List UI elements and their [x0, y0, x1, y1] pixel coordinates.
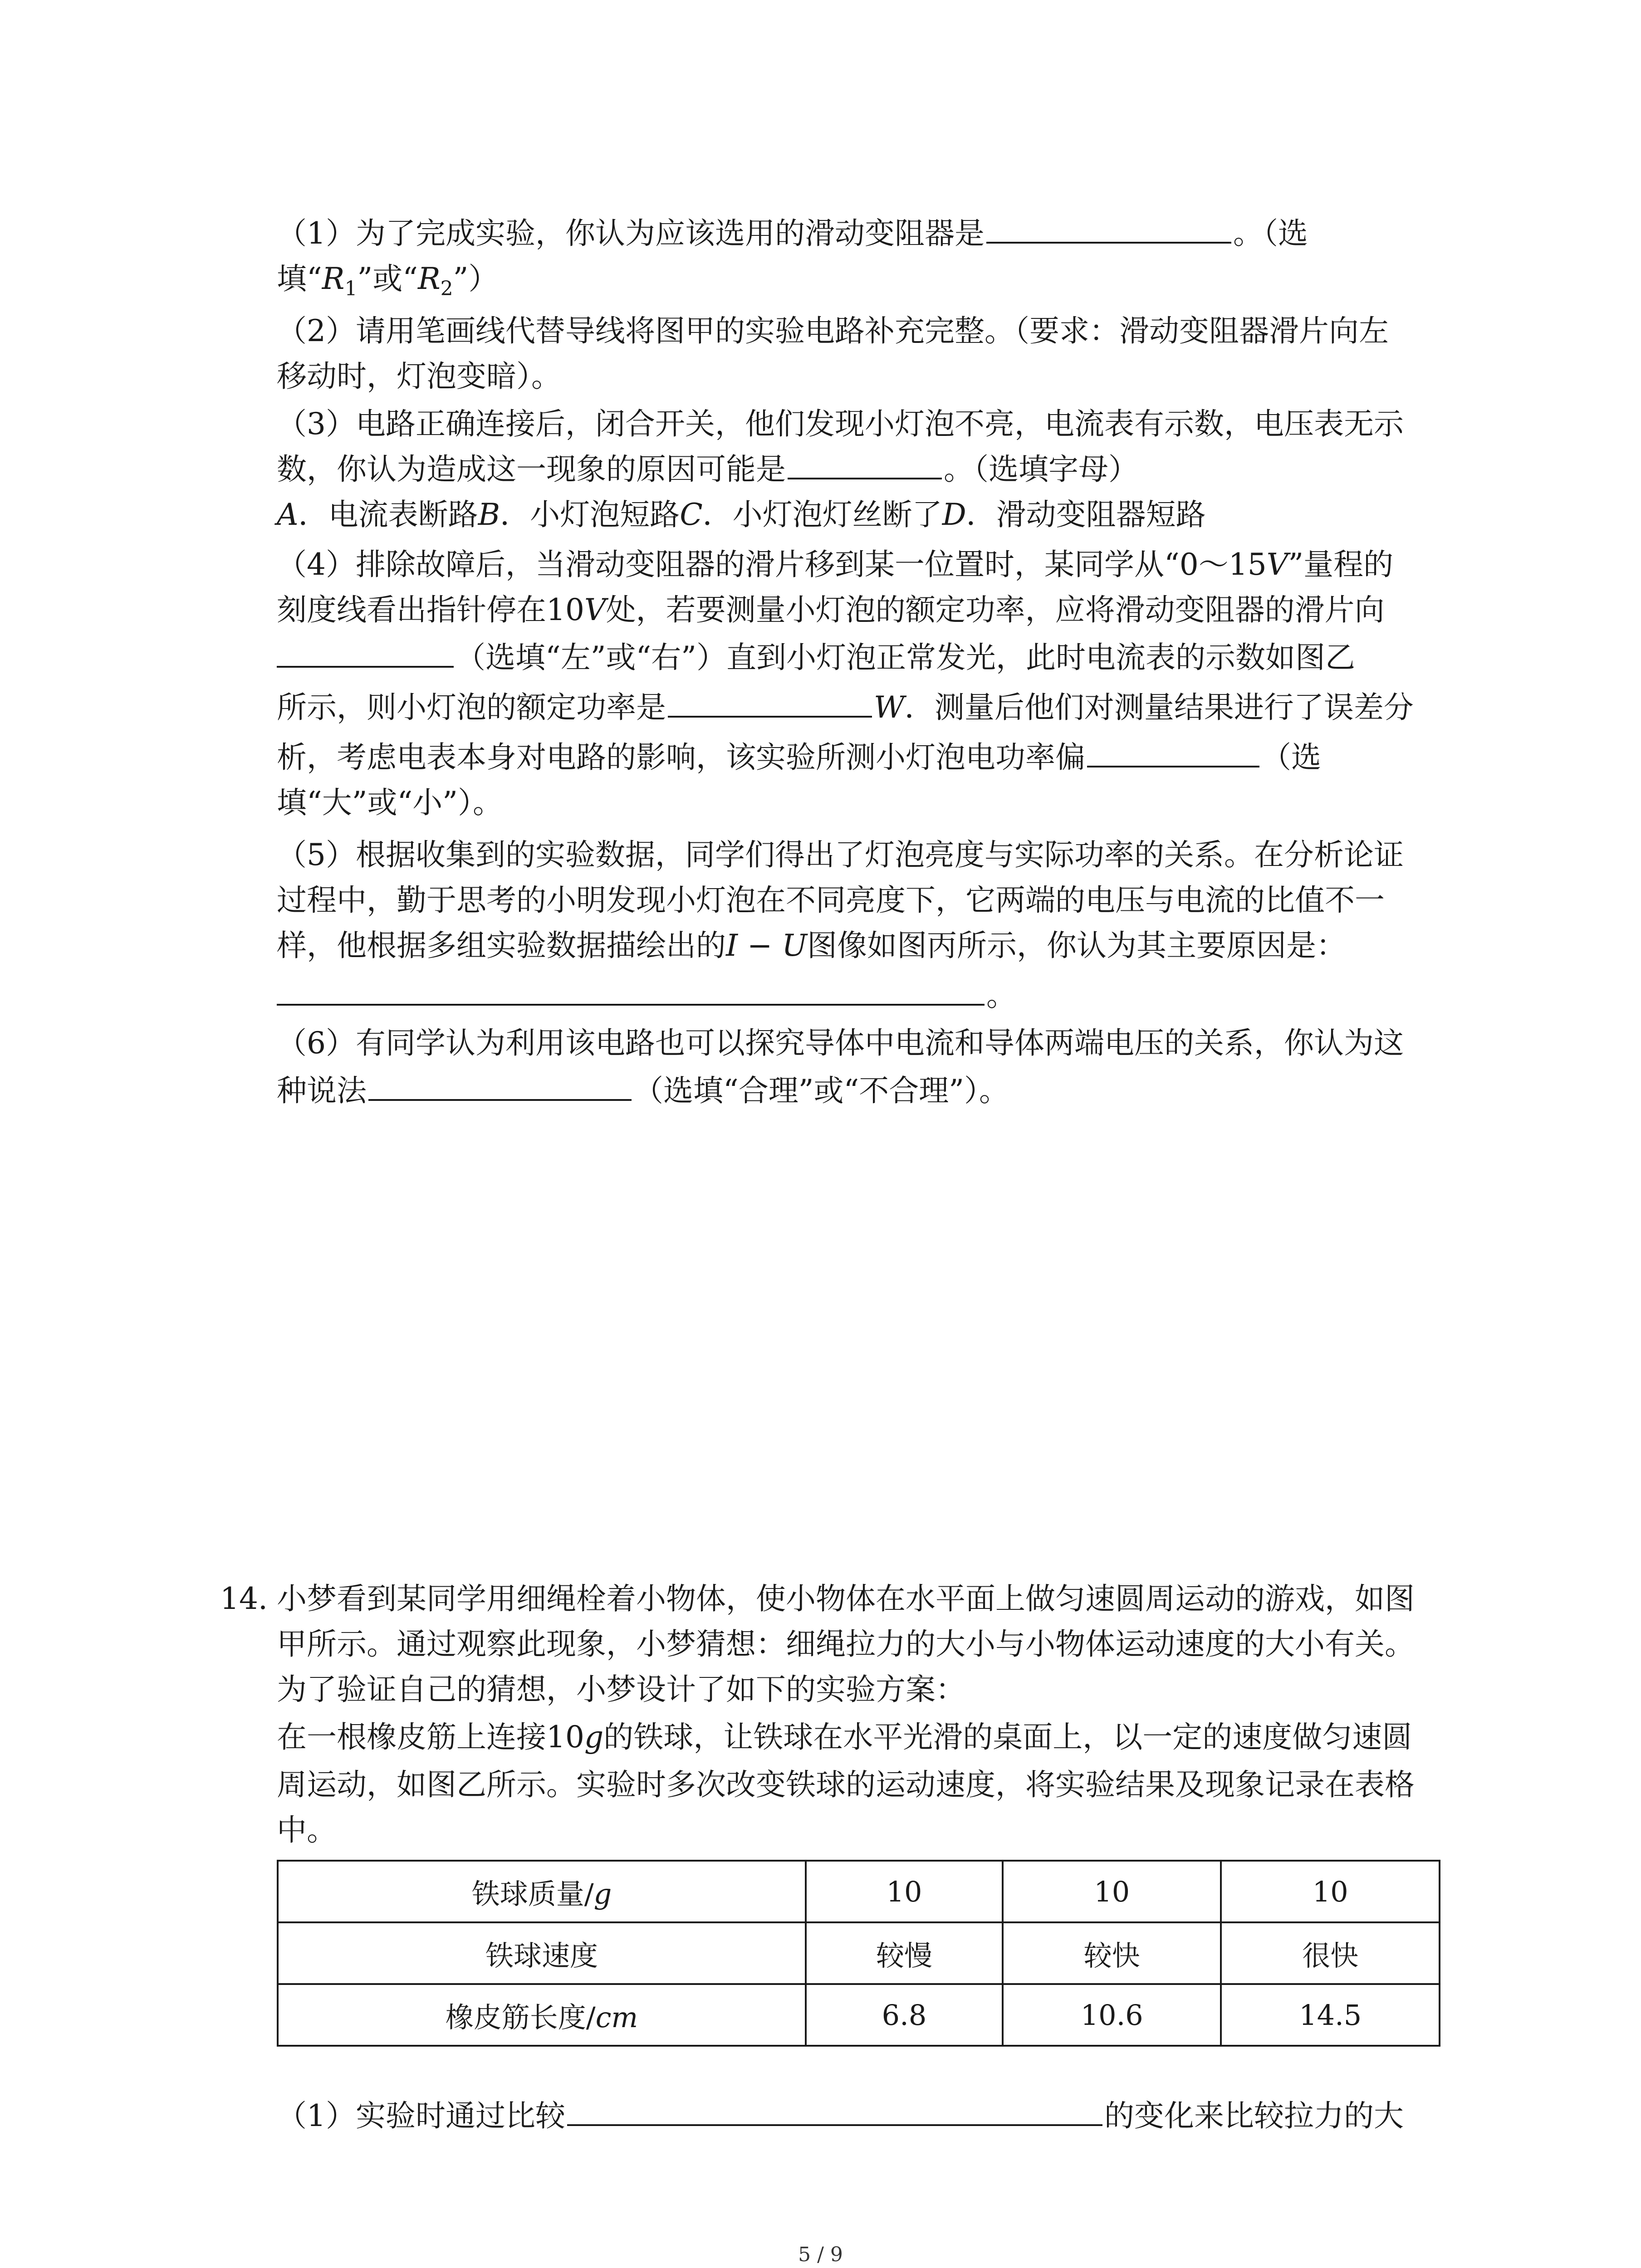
q13-part4-line3: （选填“左”或“右”）直到小灯泡正常发光，此时电流表的示数如图乙	[277, 637, 1355, 678]
table-cell: 铁球速度	[278, 1922, 806, 1984]
answer-blank-1[interactable]	[986, 214, 1231, 244]
table-cell: 较慢	[806, 1922, 1003, 1984]
q13-part1-line1: （1）为了完成实验，你认为应该选用的滑动变阻器是 。（选	[277, 213, 1308, 254]
table-cell: 10.6	[1003, 1984, 1221, 2046]
q13-part2-line1: （2）请用笔画线代替导线将图甲的实验电路补充完整。（要求：滑动变阻器滑片向左	[277, 313, 1389, 348]
table-cell: 橡皮筋长度/cm	[278, 1984, 806, 2046]
table-row	[278, 1922, 1440, 1984]
answer-blank-3[interactable]	[277, 638, 454, 668]
q13-part4-line2: 刻度线看出指针停在10V处，若要测量小灯泡的额定功率，应将滑动变阻器的滑片向	[277, 592, 1385, 627]
table-cell: 10	[806, 1861, 1003, 1922]
q13-part3-line2: 数，你认为造成这一现象的原因可能是 。（选填字母）	[277, 449, 1138, 490]
q13-part5-line2: 过程中，勤于思考的小明发现小灯泡在不同亮度下，它两端的电压与电流的比值不一	[277, 883, 1385, 918]
answer-blank-4[interactable]	[668, 688, 872, 718]
q14-number: 14.	[220, 1581, 268, 1616]
q13-part4-line5: 析，考虑电表本身对电路的影响，该实验所测小灯泡电功率偏 （选	[277, 737, 1321, 778]
q14-part1-line1: （1）实验时通过比较 的变化来比较拉力的大	[277, 2096, 1404, 2136]
q13-part1-line2: 填“$R_1$”或“$R_2$”）	[277, 261, 499, 301]
table-cell: 6.8	[806, 1984, 1003, 2046]
q13-part6-line2: 种说法 （选填“合理”或“不合理”）。	[277, 1070, 1009, 1111]
table-cell: 很快	[1221, 1922, 1440, 1984]
q13-part4-line6: 填“大”或“小”）。	[277, 785, 503, 820]
table-cell: 10	[1221, 1861, 1440, 1922]
answer-blank-8[interactable]	[567, 2096, 1102, 2126]
page-number: 5 / 9	[798, 2243, 843, 2266]
q13-part3-options: A．电流表断路B．小灯泡短路C．小灯泡灯丝断了D．滑动变阻器短路	[277, 497, 1206, 532]
q14-line5: 周运动，如图乙所示。实验时多次改变铁球的运动速度，将实验结果及现象记录在表格	[277, 1767, 1415, 1802]
q13-part5-line3: 样，他根据多组实验数据描绘出的I − U图像如图丙所示，你认为其主要原因是：	[277, 928, 1346, 963]
table-row	[278, 1984, 1440, 2046]
table-row	[278, 1861, 1440, 1922]
answer-blank-7[interactable]	[368, 1071, 632, 1101]
answer-blank-5[interactable]	[1087, 738, 1259, 767]
q14-line6: 中。	[277, 1813, 337, 1848]
table-cell: 14.5	[1221, 1984, 1440, 2046]
q13-part4-line4: 所示，则小灯泡的额定功率是 W．测量后他们对测量结果进行了误差分	[277, 687, 1414, 728]
q13-part5-line1: （5）根据收集到的实验数据，同学们得出了灯泡亮度与实际功率的关系。在分析论证	[277, 837, 1404, 872]
q14-line1: 小梦看到某同学用细绳栓着小物体，使小物体在水平面上做匀速圆周运动的游戏，如图	[277, 1581, 1415, 1616]
table-cell: 10	[1003, 1861, 1221, 1922]
q13-part5-line4: 。	[277, 975, 1016, 1016]
q13-part3-line1: （3）电路正确连接后，闭合开关，他们发现小灯泡不亮，电流表有示数，电压表无示	[277, 406, 1404, 441]
table-cell: 较快	[1003, 1922, 1221, 1984]
q13-part6-line1: （6）有同学认为利用该电路也可以探究导体中电流和导体两端电压的关系，你认为这	[277, 1026, 1404, 1061]
answer-blank-6[interactable]	[277, 976, 985, 1006]
q13-part2-line2: 移动时，灯泡变暗）。	[277, 359, 561, 394]
q14-line3: 为了验证自己的猜想，小梦设计了如下的实验方案：	[277, 1672, 965, 1707]
table-cell: 铁球质量/g	[278, 1861, 806, 1922]
q14-line2: 甲所示。通过观察此现象，小梦猜想：细绳拉力的大小与小物体运动速度的大小有关。	[277, 1627, 1415, 1662]
answer-blank-2[interactable]	[788, 450, 942, 479]
q14-line4: 在一根橡皮筋上连接10g的铁球，让铁球在水平光滑的桌面上，以一定的速度做匀速圆	[277, 1720, 1412, 1755]
experiment-table	[277, 1860, 1440, 2047]
q13-part4-line1: （4）排除故障后，当滑动变阻器的滑片移到某一位置时，某同学从“0～15V”量程的	[277, 547, 1394, 582]
